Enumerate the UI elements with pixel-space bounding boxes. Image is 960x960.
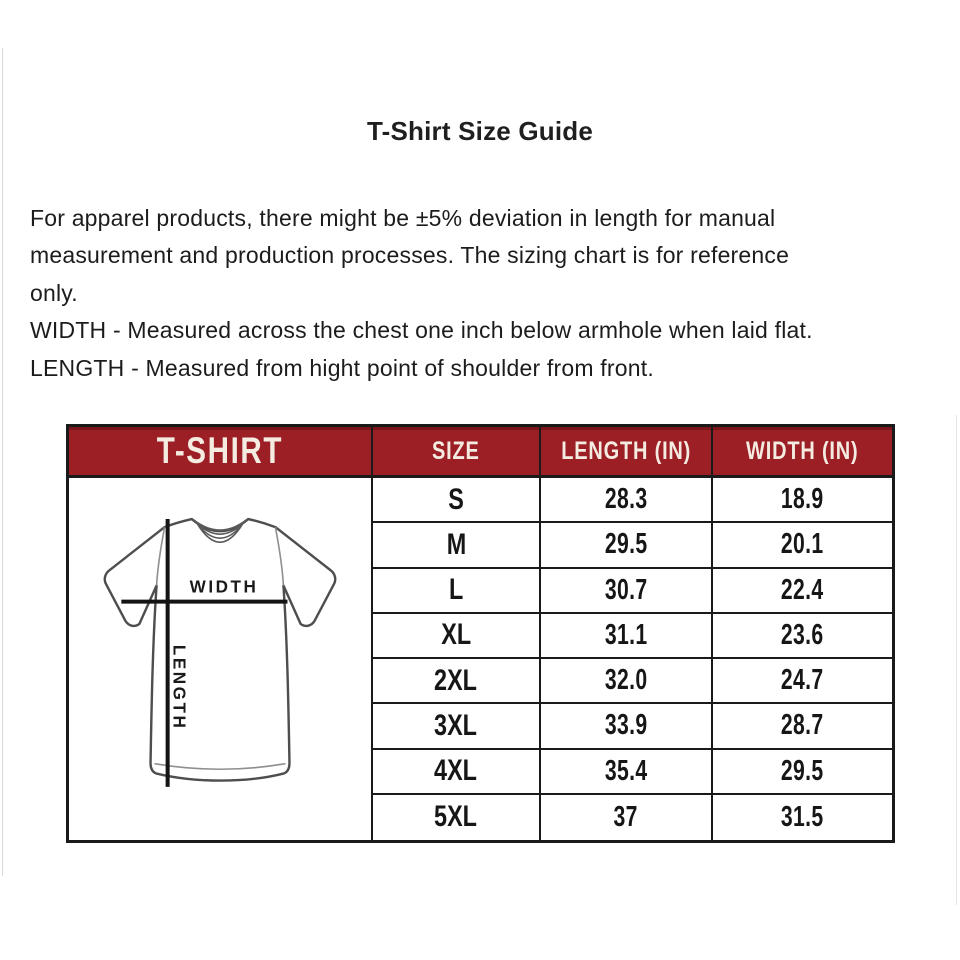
intro-line: For apparel products, there might be ±5% deviation in length for manual (30, 205, 776, 231)
size-value: M (446, 527, 466, 561)
length-value: 35.4 (604, 754, 648, 787)
length-value: 29.5 (604, 528, 648, 561)
table-header-width-label: WIDTH (IN) (746, 436, 859, 465)
length-value: 37 (613, 800, 639, 833)
width-cell (713, 614, 892, 659)
size-cell (373, 523, 541, 568)
tshirt-outline (105, 519, 335, 781)
length-value: 32.0 (604, 664, 648, 697)
width-cell (713, 478, 892, 523)
size-cell (373, 614, 541, 659)
size-table (66, 424, 895, 843)
page-title-text: T-Shirt Size Guide (366, 116, 594, 146)
width-cell (713, 523, 892, 568)
table-header-size-label: SIZE (432, 436, 480, 465)
width-value: 24.7 (781, 664, 824, 697)
size-value: L (448, 573, 464, 607)
page-title (0, 114, 960, 148)
table-header-size (373, 427, 541, 478)
size-cell (373, 704, 541, 749)
length-cell (541, 704, 713, 749)
length-cell (541, 478, 713, 523)
size-value: 3XL (434, 708, 478, 742)
width-cell (713, 795, 892, 840)
width-value: 22.4 (781, 573, 824, 606)
size-cell (373, 478, 541, 523)
size-cell (373, 795, 541, 840)
size-value: 4XL (434, 754, 478, 788)
length-cell (541, 750, 713, 795)
intro-paragraph (30, 200, 930, 387)
size-cell (373, 659, 541, 704)
tshirt-illustration-cell (69, 478, 373, 840)
width-value: 31.5 (781, 800, 824, 833)
width-value: 18.9 (781, 483, 824, 516)
size-value: 5XL (434, 800, 478, 834)
length-value: 28.3 (604, 483, 648, 516)
intro-line: WIDTH - Measured across the chest one inch below armhole when laid flat. (30, 317, 813, 344)
length-cell (541, 569, 713, 614)
width-cell (713, 704, 892, 749)
page-edge-line-right (956, 415, 957, 905)
width-value: 28.7 (781, 709, 824, 742)
width-cell (713, 569, 892, 614)
page-edge-line-left (2, 48, 3, 876)
table-header-width (713, 427, 892, 478)
length-label: LENGTH (169, 644, 189, 731)
table-header-product-label: T-SHIRT (156, 430, 284, 471)
size-cell (373, 750, 541, 795)
size-cell (373, 569, 541, 614)
table-header-product (69, 427, 373, 478)
width-value: 29.5 (781, 754, 824, 787)
length-cell (541, 523, 713, 568)
width-value: 20.1 (781, 528, 824, 561)
width-value: 23.6 (781, 618, 824, 651)
width-label: WIDTH (189, 577, 259, 597)
length-value: 33.9 (604, 709, 648, 742)
size-value: XL (441, 618, 471, 652)
size-value: S (448, 482, 464, 516)
tshirt-illustration (94, 513, 346, 805)
intro-line: only. (30, 279, 78, 306)
length-cell (541, 614, 713, 659)
length-cell (541, 795, 713, 840)
length-value: 31.1 (604, 618, 648, 651)
width-cell (713, 750, 892, 795)
length-cell (541, 659, 713, 704)
table-header-length (541, 427, 713, 478)
width-cell (713, 659, 892, 704)
intro-line: measurement and production processes. The sizing chart is for reference (30, 242, 790, 269)
length-value: 30.7 (604, 573, 648, 606)
intro-line: LENGTH - Measured from hight point of shoulder from front. (30, 354, 654, 381)
size-value: 2XL (434, 663, 478, 697)
table-header-length-label: LENGTH (IN) (561, 436, 691, 465)
